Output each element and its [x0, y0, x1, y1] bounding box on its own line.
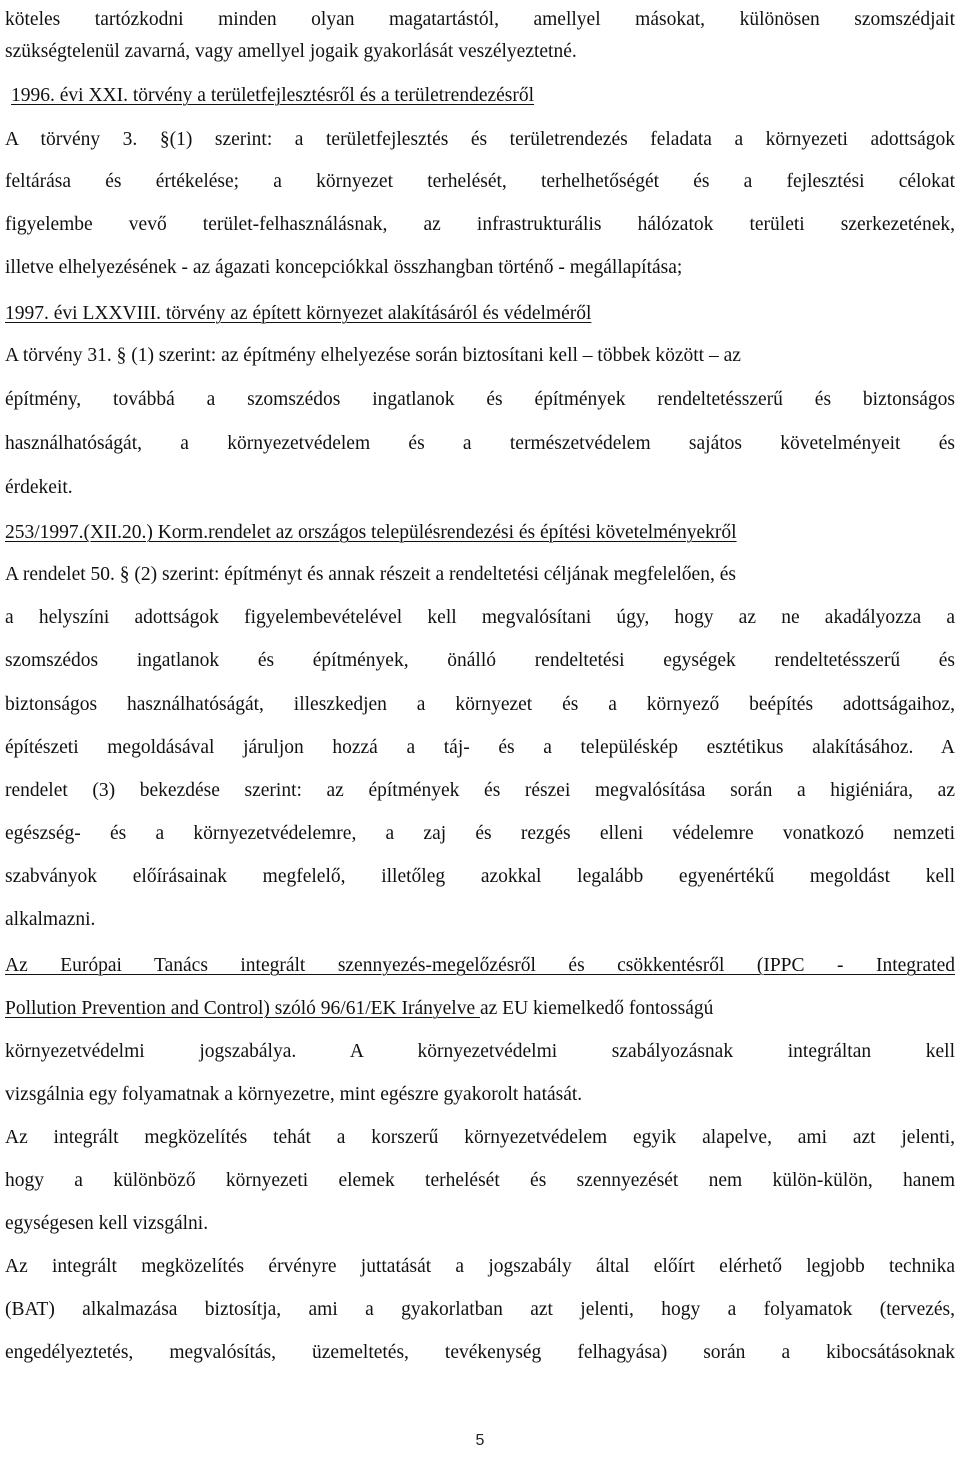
law-title-text: 1996. évi XXI. törvény a területfejlesztésről és a területrendezésről — [11, 85, 535, 106]
text-line: környezetvédelmi jogszabálya. A környezetvédelmi szabályozásnak integráltan kell — [5, 1041, 955, 1062]
law-title-heading — [5, 513, 955, 553]
text-line: hogy a különböző környezeti elemek terhelését és szennyezését nem külön-külön, hanem — [5, 1170, 955, 1191]
text-line: építészeti megoldásával járuljon hozzá a táj- és a településkép esztétikus alakításához. A — [5, 737, 955, 758]
law-title-text: 1997. évi LXXVIII. törvény az épített környezet alakításáról és védelméről — [5, 303, 592, 324]
directive-title-text: Az Európai Tanács integrált szennyezés-megelőzésről és csökkentésről (IPPC - Integrated — [5, 955, 955, 976]
text-line — [5, 989, 955, 1029]
text-line: figyelembe vevő terület-felhasználásnak, az infrastrukturális hálózatok területi szerkezetének, — [5, 214, 955, 235]
page-number: 5 — [475, 1432, 485, 1449]
text-line: engedélyeztetés, megvalósítás, üzemeltetés, tevékenység felhagyása) során a kibocsátásoknak — [5, 1342, 955, 1363]
text-line: használhatóságát, a környezetvédelem és a természetvédelem sajátos követelményeit és — [5, 433, 955, 454]
text-line: Az integrált megközelítés érvényre juttatását a jogszabály által előírt elérhető legjobb technika — [5, 1256, 955, 1277]
text-line: egészség- és a környezetvédelemre, a zaj és rezgés elleni védelemre vonatkozó nemzeti — [5, 823, 955, 844]
directive-title-line — [5, 946, 955, 986]
text-line: érdekeit. — [5, 477, 73, 498]
text-line: a helyszíni adottságok figyelembevételével kell megvalósítani úgy, hogy az ne akadályozza a — [5, 607, 955, 628]
text-line: feltárása és értékelése; a környezet terhelését, terhelhetőségét és a fejlesztési célokat — [5, 171, 955, 192]
text-line: egységesen kell vizsgálni. — [5, 1213, 209, 1234]
law-title-heading — [5, 294, 765, 334]
text-line: szükségtelenül zavarná, vagy amellyel jogaik gyakorlását veszélyeztetné. — [5, 41, 577, 62]
text-line: (BAT) alkalmazása biztosítja, ami a gyakorlatban azt jelenti, hogy a folyamatok (tervezés, — [5, 1299, 955, 1320]
text-line: alkalmazni. — [5, 909, 96, 930]
text-span: az EU kiemelkedő fontosságú — [479, 998, 714, 1019]
text-line: köteles tartózkodni minden olyan magatartástól, amellyel másokat, különösen szomszédjait — [5, 9, 955, 30]
text-line: biztonságos használhatóságát, illeszkedjen a környezet és a környező beépítés adottságaihoz, — [5, 694, 955, 715]
text-line: illetve elhelyezésének - az ágazati koncepciókkal összhangban történő - megállapítása; — [5, 257, 683, 278]
text-line: szomszédos ingatlanok és építmények, önálló rendeltetési egységek rendeltetésszerű és — [5, 650, 955, 671]
directive-title-text: Pollution Prevention and Control) szóló 96/61/EK Irányelve — [5, 998, 480, 1019]
law-title-text: 253/1997.(XII.20.) Korm.rendelet az országos településrendezési és építési követelményekről — [5, 522, 737, 543]
text-line: szabványok előírásainak megfelelő, illetőleg azokkal legalább egyenértékű megoldást kell — [5, 866, 955, 887]
text-line: vizsgálnia egy folyamatnak a környezetre, mint egészre gyakorolt hatását. — [5, 1084, 583, 1105]
text-line: A törvény 3. §(1) szerint: a területfejlesztés és területrendezés feladata a környezeti adottságok — [5, 129, 955, 150]
text-line: A rendelet 50. § (2) szerint: építményt és annak részeit a rendeltetési céljának megfelelően, és — [5, 564, 736, 585]
text-line: A törvény 31. § (1) szerint: az építmény elhelyezése során biztosítani kell – többek között – az — [5, 345, 741, 366]
text-line: Az integrált megközelítés tehát a korszerű környezetvédelem egyik alapelve, ami azt jelenti, — [5, 1127, 955, 1148]
text-line: építmény, továbbá a szomszédos ingatlanok és építmények rendeltetésszerű és biztonságos — [5, 389, 955, 410]
law-title-heading — [11, 76, 691, 116]
text-line: rendelet (3) bekezdése szerint: az építmények és részei megvalósítása során a higiéniára, az — [5, 780, 955, 801]
